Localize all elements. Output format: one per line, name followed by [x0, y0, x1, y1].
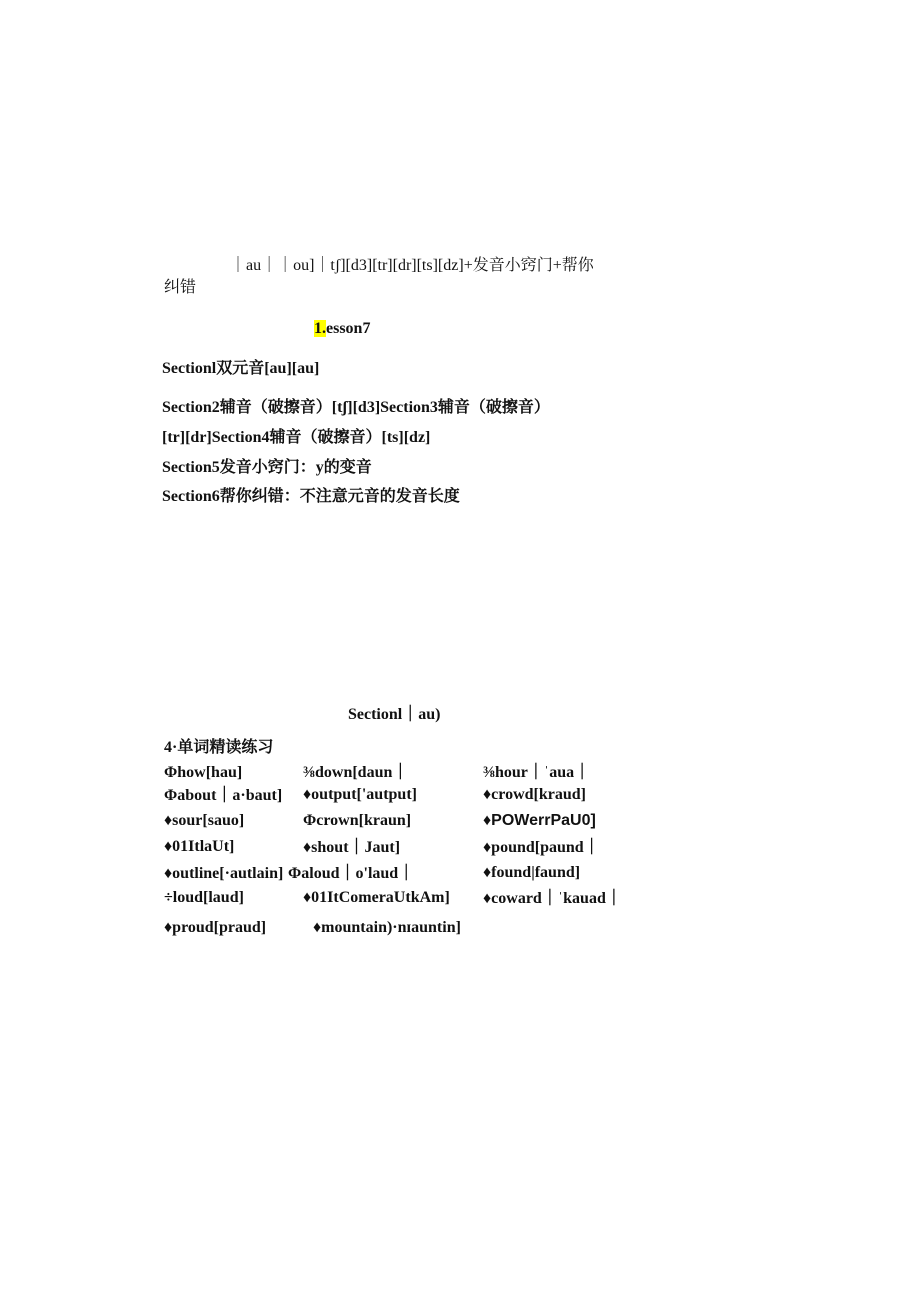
word-r5-c1: ♦outline[·autlain]: [164, 865, 284, 882]
word-r2-c3: ♦crowd[kraud]: [483, 786, 586, 803]
word-r3-c2: Φcrown[kraun]: [303, 812, 412, 829]
section-line-4: Section5发音小窍门：y的变音: [162, 459, 372, 476]
word-r4-c2: ♦shout｜Jaut]: [303, 839, 401, 856]
section-line-2: Section2辅音（破擦音）[tʃ][d3]Section3辅音（破擦音）: [162, 399, 550, 416]
word-r3-c3: ♦POWerrPaU0]: [483, 812, 596, 829]
word-r3-c1: ♦sour[sauo]: [164, 812, 245, 829]
word-r4-c3: ♦pound[paund｜: [483, 839, 600, 856]
section1-title: Sectionl｜au): [348, 706, 441, 723]
section-line-3: [tr][dr]Section4辅音（破擦音）[ts][dz]: [162, 429, 431, 446]
word-r6-c1: ÷loud[laud]: [164, 889, 244, 906]
header-line-2: 纠错: [164, 279, 197, 296]
section1-subtitle: 4·单词精读练习: [164, 739, 274, 756]
word-r1-c3: ⅜hour｜ˈaua｜: [483, 764, 591, 781]
word-r2-c1: Φabout｜a·baut]: [164, 787, 283, 804]
word-r7-c1: ♦proud[praud]: [164, 919, 267, 936]
lesson-highlight-mark: 1.: [314, 320, 326, 337]
header-line-1: ｜au｜｜ou]｜tʃ][d3][tr][dr][ts][dz]+发音小窍门+帮你: [230, 257, 594, 274]
section-line-1: Sectionl双元音[au][au]: [162, 360, 320, 377]
lesson-title-text: esson7: [326, 320, 371, 337]
word-r6-c3: ♦coward｜ˈkauad｜: [483, 890, 622, 907]
word-r4-c1: ♦01ItlaUt]: [164, 838, 235, 855]
word-r1-c2: ⅜down[daun｜: [303, 764, 409, 781]
lesson-title: [314, 319, 370, 339]
word-r7-c2: ♦mountain)·nɪauntin]: [313, 919, 461, 936]
word-r2-c2: ♦output['autput]: [303, 786, 417, 803]
word-r6-c2: ♦01ItComeraUtkAm]: [303, 889, 450, 906]
section-line-5: Section6帮你纠错：不注意元音的发音长度: [162, 488, 460, 505]
word-r5-c3: ♦found|faund]: [483, 864, 581, 881]
word-r5-c2: Φaloud｜o'laud｜: [288, 865, 415, 882]
word-r1-c1: Φhow[hau]: [164, 764, 243, 781]
